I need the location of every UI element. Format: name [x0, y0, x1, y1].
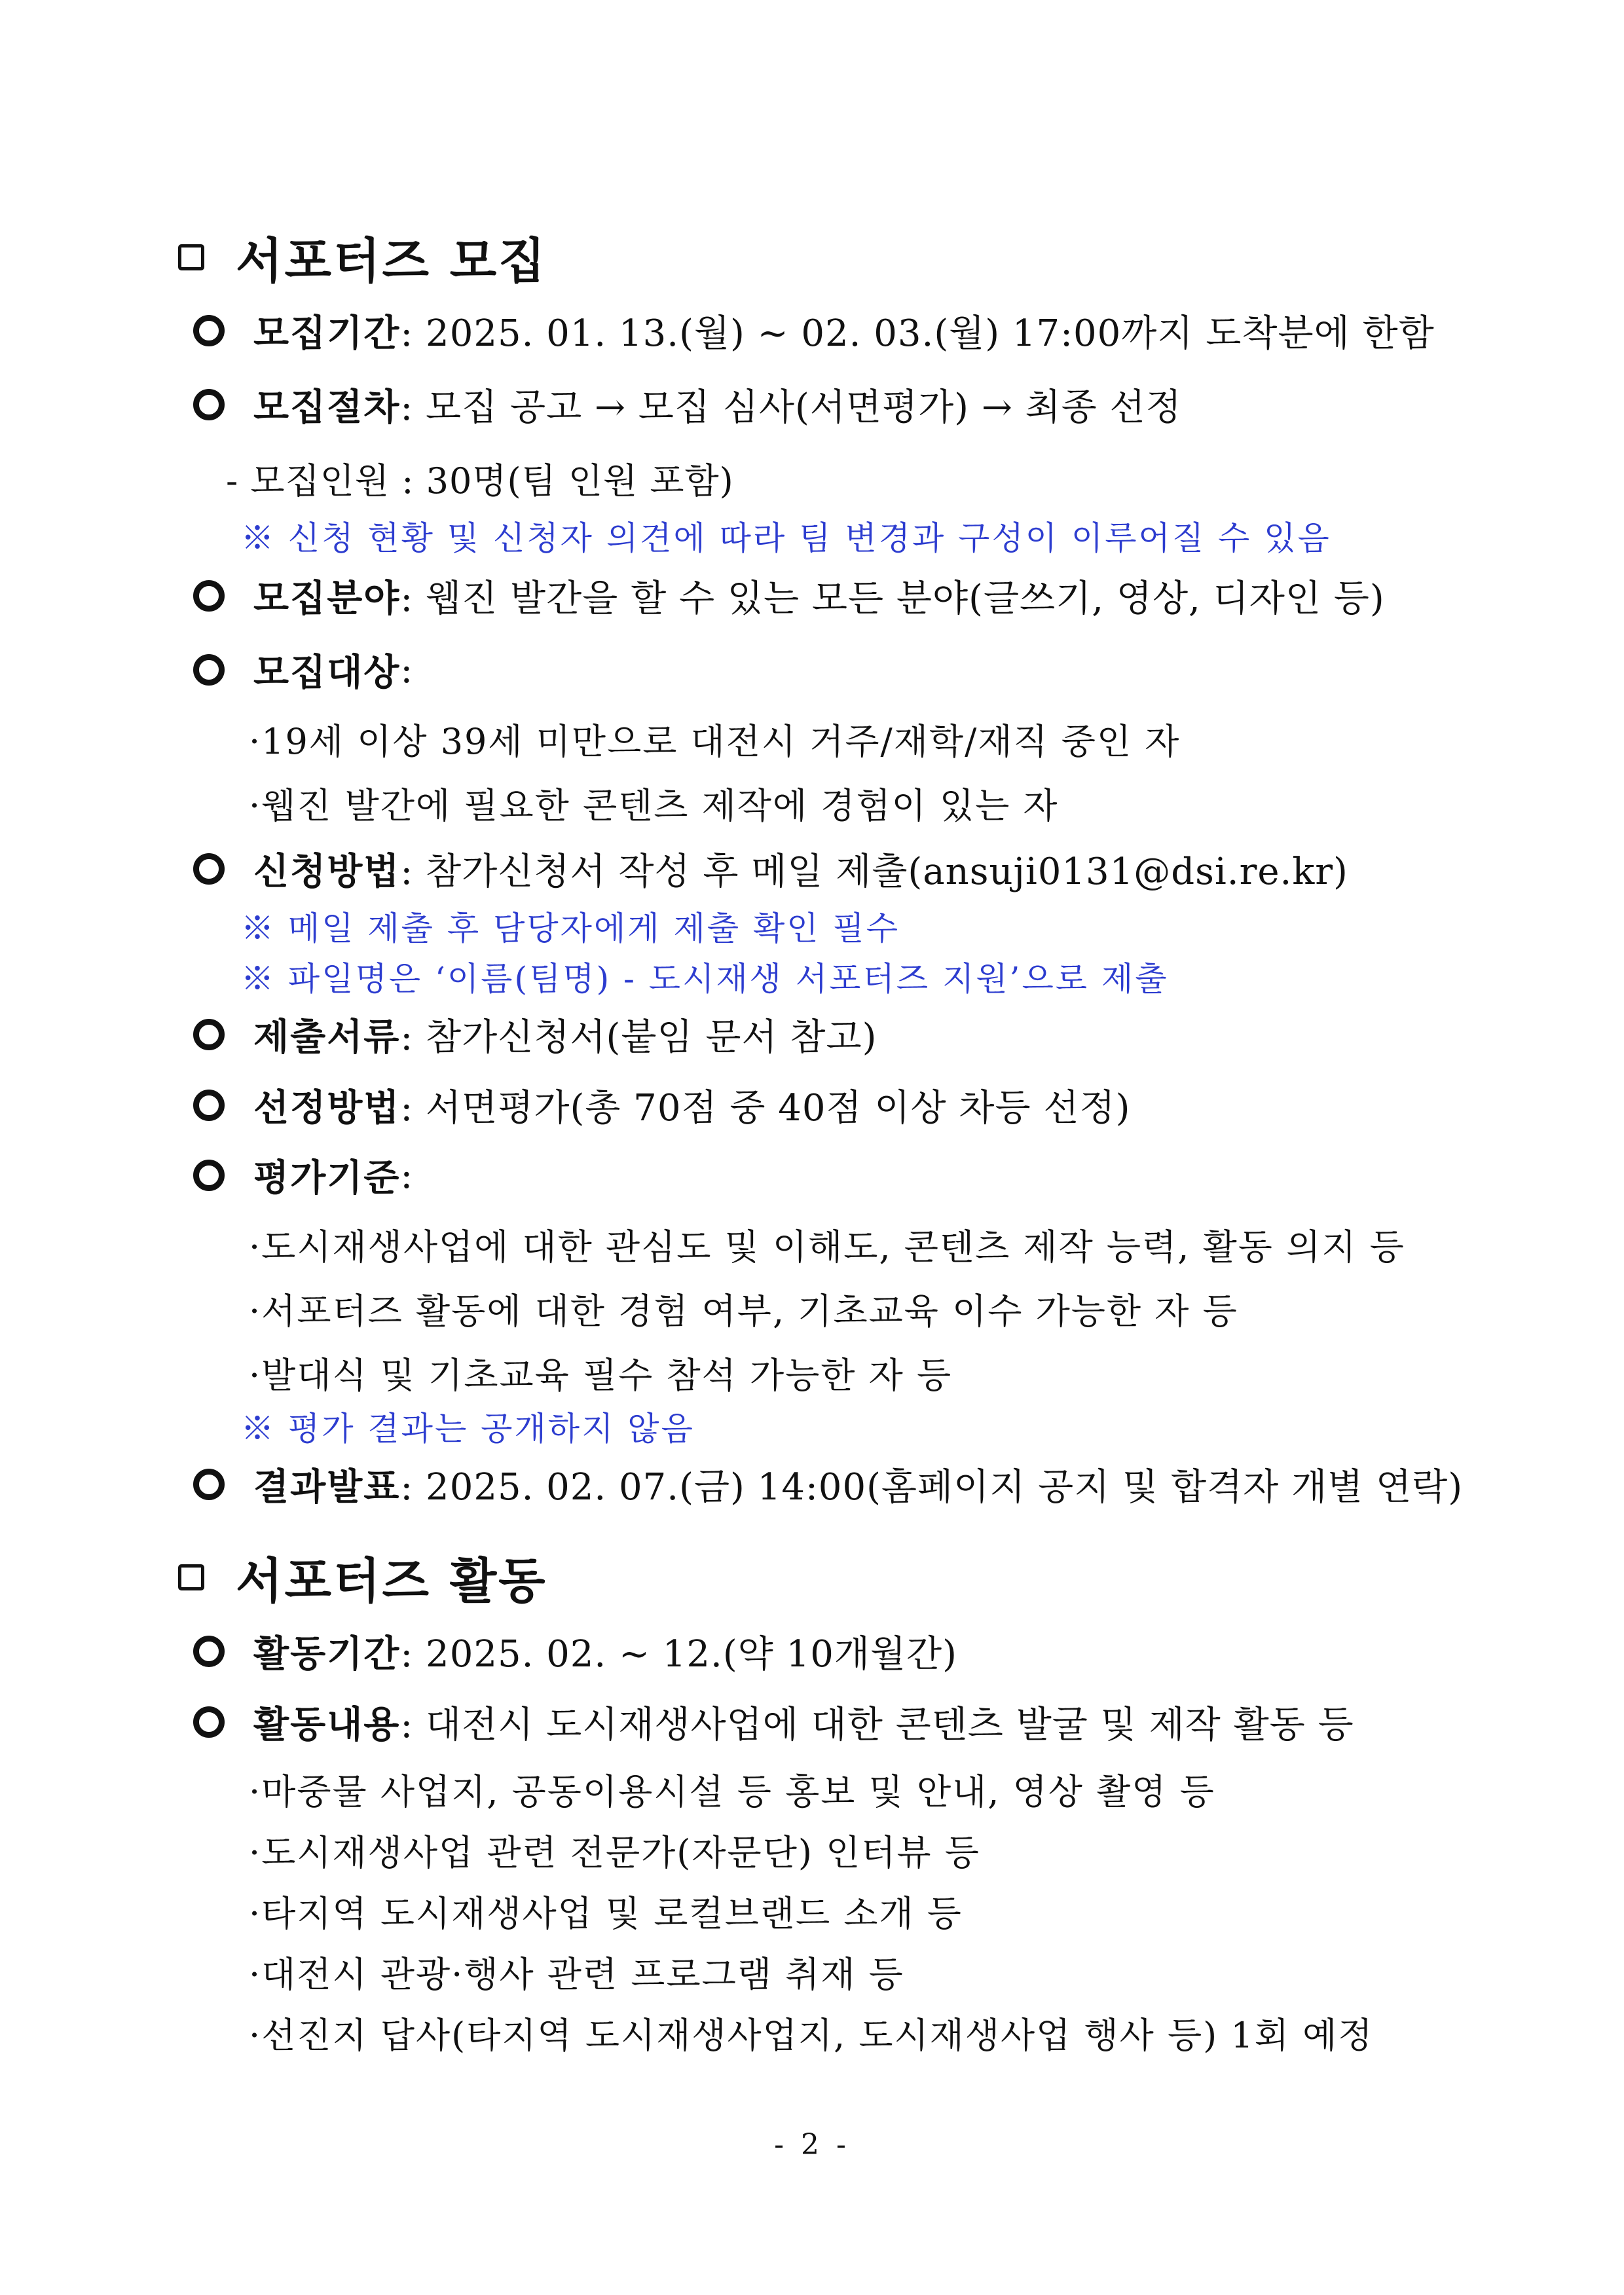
- item-result: [193, 1458, 1463, 1511]
- headcount-note: ※ 신청 현황 및 신청자 의견에 따라 팀 변경과 구성이 이루어질 수 있음: [241, 519, 1331, 557]
- apply-note: ※ 파일명은 ‘이름(팀명) - 도시재생 서포터즈 지원’으로 제출: [241, 960, 1169, 998]
- target-item: ·19세 이상 39세 미만으로 대전시 거주/재학/재직 중인 자: [249, 721, 1181, 762]
- item-label: 모집분야: [253, 578, 401, 620]
- circle-bullet-icon: [193, 1636, 225, 1667]
- activity-item: ·도시재생사업 관련 전문가(자문단) 인터뷰 등: [249, 1832, 980, 1873]
- item-label: 모집대상: [253, 652, 401, 694]
- item-label: 활동내용: [253, 1704, 401, 1746]
- item-value: :: [400, 648, 414, 691]
- checkbox-square-icon: [178, 1564, 204, 1590]
- circle-bullet-icon: [193, 1469, 225, 1500]
- checkbox-square-icon: [178, 244, 204, 270]
- circle-bullet-icon: [193, 580, 225, 612]
- page-number: - 2 -: [774, 2128, 850, 2161]
- target-item: ·웹진 발간에 필요한 콘텐츠 제작에 경험이 있는 자: [249, 785, 1059, 826]
- item-label: 모집기간: [253, 312, 401, 355]
- item-label: 제출서류: [253, 1016, 401, 1059]
- item-activity-period: [193, 1625, 957, 1678]
- circle-bullet-icon: [193, 853, 225, 885]
- circle-bullet-icon: [193, 315, 225, 346]
- activity-item: ·대전시 관광·행사 관련 프로그램 취재 등: [249, 1954, 904, 1995]
- item-label: 결과발표: [253, 1466, 401, 1509]
- circle-bullet-icon: [193, 1090, 225, 1121]
- item-recruit-field: [193, 570, 1385, 622]
- item-recruit-target: [193, 644, 413, 696]
- circle-bullet-icon: [193, 1706, 225, 1738]
- section-title: 서포터즈 모집: [236, 233, 547, 289]
- item-documents: [193, 1008, 877, 1061]
- item-recruit-process: [193, 378, 1182, 431]
- item-selection: [193, 1079, 1130, 1131]
- item-value: : 2025. 01. 13.(월) ~ 02. 03.(월) 17:00까지 도착분에 한함: [400, 312, 1435, 355]
- activity-item: ·선진지 답사(타지역 도시재생사업지, 도시재생사업 행사 등) 1회 예정: [249, 2015, 1374, 2056]
- headcount-line: - 모집인원 : 30명(팀 인원 포함): [226, 460, 734, 502]
- activity-item: ·타지역 도시재생사업 및 로컬브랜드 소개 등: [249, 1893, 963, 1934]
- item-value: : 참가신청서 작성 후 메일 제출(ansuji0131@dsi.re.kr): [400, 851, 1348, 893]
- criteria-item: ·도시재생사업에 대한 관심도 및 이해도, 콘텐츠 제작 능력, 활동 의지 등: [249, 1226, 1405, 1268]
- item-label: 활동기간: [253, 1633, 401, 1676]
- circle-bullet-icon: [193, 1019, 225, 1050]
- section-heading-activity: [178, 1543, 547, 1612]
- item-value: : 웹진 발간을 할 수 있는 모든 분야(글쓰기, 영상, 디자인 등): [400, 578, 1385, 620]
- item-value: : 2025. 02. 07.(금) 14:00(홈페이지 공지 및 합격자 개별 연락): [400, 1466, 1464, 1509]
- item-label: 신청방법: [253, 851, 401, 893]
- circle-bullet-icon: [193, 1160, 225, 1191]
- section-title: 서포터즈 활동: [236, 1553, 547, 1609]
- item-criteria: [193, 1149, 413, 1202]
- activity-item: ·마중물 사업지, 공동이용시설 등 홍보 및 안내, 영상 촬영 등: [249, 1771, 1215, 1812]
- item-value: : 서면평가(총 70점 중 40점 이상 차등 선정): [400, 1087, 1131, 1129]
- apply-note: ※ 메일 제출 후 담당자에게 제출 확인 필수: [241, 909, 900, 947]
- item-value: : 참가신청서(붙임 문서 참고): [400, 1016, 877, 1059]
- circle-bullet-icon: [193, 389, 225, 420]
- criteria-item: ·발대식 및 기초교육 필수 참석 가능한 자 등: [249, 1355, 953, 1396]
- section-heading-recruit: [178, 223, 547, 292]
- criteria-note: ※ 평가 결과는 공개하지 않음: [241, 1410, 695, 1448]
- item-value: : 2025. 02. ~ 12.(약 10개월간): [400, 1633, 957, 1676]
- criteria-item: ·서포터즈 활동에 대한 경험 여부, 기초교육 이수 가능한 자 등: [249, 1291, 1238, 1332]
- item-value: :: [400, 1154, 414, 1197]
- item-value: : 대전시 도시재생사업에 대한 콘텐츠 발굴 및 제작 활동 등: [400, 1704, 1354, 1746]
- item-value: : 모집 공고 → 모집 심사(서면평가) → 최종 선정: [400, 386, 1182, 429]
- item-label: 선정방법: [253, 1087, 401, 1129]
- circle-bullet-icon: [193, 654, 225, 686]
- item-label: 평가기준: [253, 1157, 401, 1200]
- item-recruit-period: [193, 304, 1435, 357]
- item-activity-content: [193, 1696, 1354, 1748]
- item-apply-method: [193, 843, 1348, 895]
- item-label: 모집절차: [253, 386, 401, 429]
